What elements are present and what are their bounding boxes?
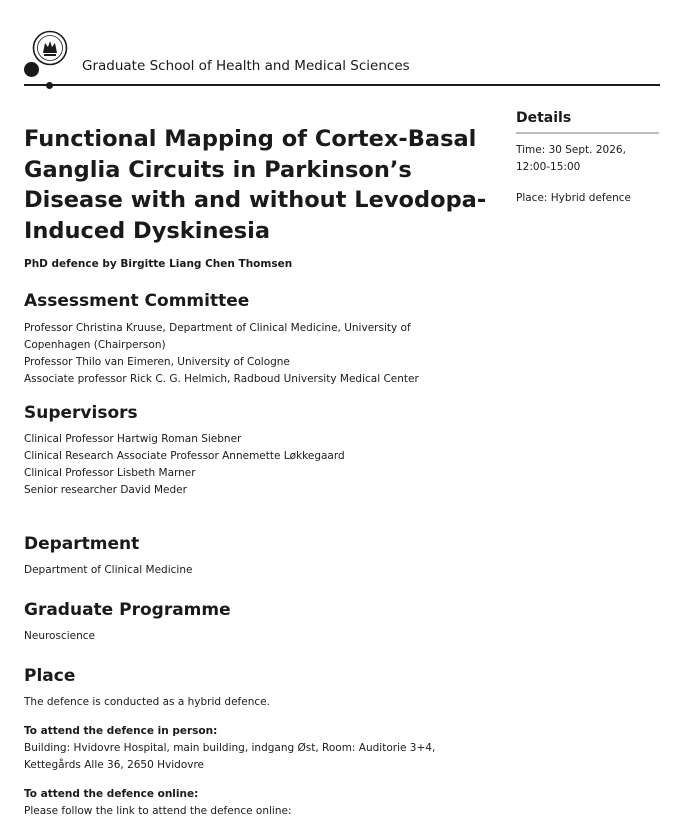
in-person-address-line: Building: Hvidovre Hospital, main building, indgang Øst, Room: Auditorie 3+4, xyxy=(24,742,436,754)
list-item: Associate professor Rick C. G. Helmich, Radboud University Medical Center xyxy=(24,373,419,385)
list-item: Copenhagen (Chairperson) xyxy=(24,339,166,351)
school-name[interactable]: Graduate School of Health and Medical Sciences xyxy=(82,58,410,74)
list-item: Clinical Research Associate Professor Annemette Løkkegaard xyxy=(24,450,345,462)
supervisors-list xyxy=(24,431,494,499)
header-divider xyxy=(24,84,660,86)
in-person-heading: To attend the defence in person: xyxy=(24,725,218,737)
assessment-committee-list xyxy=(24,320,494,388)
place-heading: Place xyxy=(24,666,76,686)
assessment-committee-heading: Assessment Committee xyxy=(24,291,250,311)
details-time-line: 12:00-15:00 xyxy=(516,161,581,173)
graduate-programme-text: Neuroscience xyxy=(24,630,95,642)
details-sidebar xyxy=(516,108,659,207)
details-divider xyxy=(516,132,659,134)
page-title: Functional Mapping of Cortex-Basal Ganglia Circuits in Parkinson’s Disease with and without Levodopa-Induced Dyskinesia xyxy=(24,126,487,244)
online-text: Please follow the link to attend the defence online: xyxy=(24,805,292,817)
online-heading: To attend the defence online: xyxy=(24,788,199,800)
details-place: Place: Hybrid defence xyxy=(516,192,631,204)
list-item: Clinical Professor Lisbeth Marner xyxy=(24,467,196,479)
details-heading: Details xyxy=(516,110,572,126)
list-item: Professor Christina Kruuse, Department of Clinical Medicine, University of xyxy=(24,322,411,334)
department-heading: Department xyxy=(24,534,140,554)
decorative-dot xyxy=(24,62,39,77)
list-item: Senior researcher David Meder xyxy=(24,484,187,496)
defence-byline: PhD defence by Birgitte Liang Chen Thomsen xyxy=(24,258,293,270)
details-time-line: Time: 30 Sept. 2026, xyxy=(516,144,626,156)
graduate-programme-heading: Graduate Programme xyxy=(24,600,231,620)
supervisors-heading: Supervisors xyxy=(24,403,138,423)
place-text: The defence is conducted as a hybrid defence. xyxy=(24,696,270,708)
university-seal-logo xyxy=(32,30,68,66)
department-text: Department of Clinical Medicine xyxy=(24,564,193,576)
details-time xyxy=(516,142,659,176)
list-item: Professor Thilo van Eimeren, University of Cologne xyxy=(24,356,290,368)
list-item: Clinical Professor Hartwig Roman Siebner xyxy=(24,433,242,445)
in-person-address-line: Kettegårds Alle 36, 2650 Hvidovre xyxy=(24,759,205,771)
main-content xyxy=(24,124,494,820)
